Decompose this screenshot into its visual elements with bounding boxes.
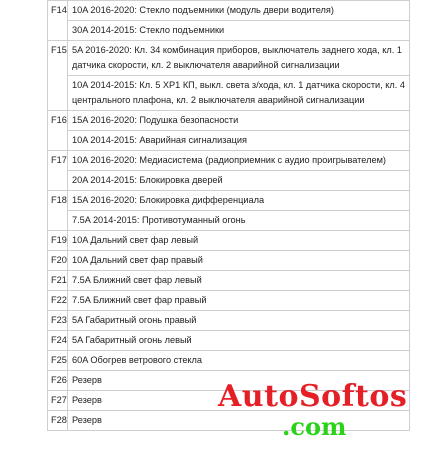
fuse-id-cell: F28	[48, 411, 68, 431]
table-row	[48, 111, 410, 131]
table-row	[48, 271, 410, 291]
table-row	[48, 291, 410, 311]
fuse-id-cell: F16	[48, 111, 68, 151]
table-row	[48, 191, 410, 211]
fuse-id-cell: F22	[48, 291, 68, 311]
fuse-id-cell: F15	[48, 41, 68, 111]
fuse-table	[47, 0, 410, 431]
table-row	[48, 21, 410, 41]
fuse-description-cell: 10A 2014-2015: Аварийная сигнализация	[68, 131, 410, 151]
fuse-description-cell: 15A 2016-2020: Подушка безопасности	[68, 111, 410, 131]
fuse-description-cell: 10A 2016-2020: Медиасистема (радиоприемник с аудио проигрывателем)	[68, 151, 410, 171]
fuse-description-cell: 60A Обогрев ветрового стекла	[68, 351, 410, 371]
fuse-description-cell: Резерв	[68, 391, 410, 411]
fuse-description-cell: 5A Габаритный огонь правый	[68, 311, 410, 331]
fuse-description-cell: 10A 2014-2015: Кл. 5 ХР1 КП, выкл. света з/хода, кл. 1 датчика скорости, кл. 4 центрального плафона, кл. 2 выключателя аварийной сигнализации	[68, 76, 410, 111]
fuse-description-cell: 5A 2016-2020: Кл. 34 комбинация приборов, выключатель заднего хода, кл. 1 датчика скорости, кл. 2 выключателя аварийной сигнализации	[68, 41, 410, 76]
fuse-description-cell: 10A Дальний свет фар левый	[68, 231, 410, 251]
fuse-table-body	[48, 1, 410, 431]
table-row	[48, 231, 410, 251]
fuse-id-cell: F19	[48, 231, 68, 251]
fuse-id-cell: F27	[48, 391, 68, 411]
table-row	[48, 171, 410, 191]
fuse-description-cell: 7.5A Ближний свет фар правый	[68, 291, 410, 311]
fuse-id-cell: F23	[48, 311, 68, 331]
table-row	[48, 1, 410, 21]
table-row	[48, 311, 410, 331]
fuse-id-cell: F25	[48, 351, 68, 371]
fuse-id-cell: F21	[48, 271, 68, 291]
fuse-description-cell: Резерв	[68, 371, 410, 391]
table-row	[48, 251, 410, 271]
fuse-description-cell: 15A 2016-2020: Блокировка дифференциала	[68, 191, 410, 211]
fuse-id-cell: F18	[48, 191, 68, 231]
fuse-description-cell: Резерв	[68, 411, 410, 431]
table-row	[48, 351, 410, 371]
table-row	[48, 131, 410, 151]
fuse-id-cell: F26	[48, 371, 68, 391]
watermark-domain: .com	[282, 412, 347, 441]
table-row	[48, 151, 410, 171]
fuse-description-cell: 10A Дальний свет фар правый	[68, 251, 410, 271]
fuse-id-cell: F24	[48, 331, 68, 351]
fuse-description-cell: 7.5A Ближний свет фар левый	[68, 271, 410, 291]
fuse-description-cell: 20A 2014-2015: Блокировка дверей	[68, 171, 410, 191]
table-row	[48, 331, 410, 351]
table-row	[48, 41, 410, 76]
fuse-id-cell: F20	[48, 251, 68, 271]
fuse-id-cell: F17	[48, 151, 68, 191]
fuse-id-cell: F14	[48, 1, 68, 41]
table-row	[48, 211, 410, 231]
fuse-description-cell: 7.5A 2014-2015: Противотуманный огонь	[68, 211, 410, 231]
watermark-text: AutoSoftos	[218, 379, 408, 414]
fuse-description-cell: 10A 2016-2020: Стекло подъемники (модуль двери водителя)	[68, 1, 410, 21]
table-row	[48, 76, 410, 111]
fuse-description-cell: 5A Габаритный огонь левый	[68, 331, 410, 351]
fuse-description-cell: 30A 2014-2015: Стекло подъемники	[68, 21, 410, 41]
